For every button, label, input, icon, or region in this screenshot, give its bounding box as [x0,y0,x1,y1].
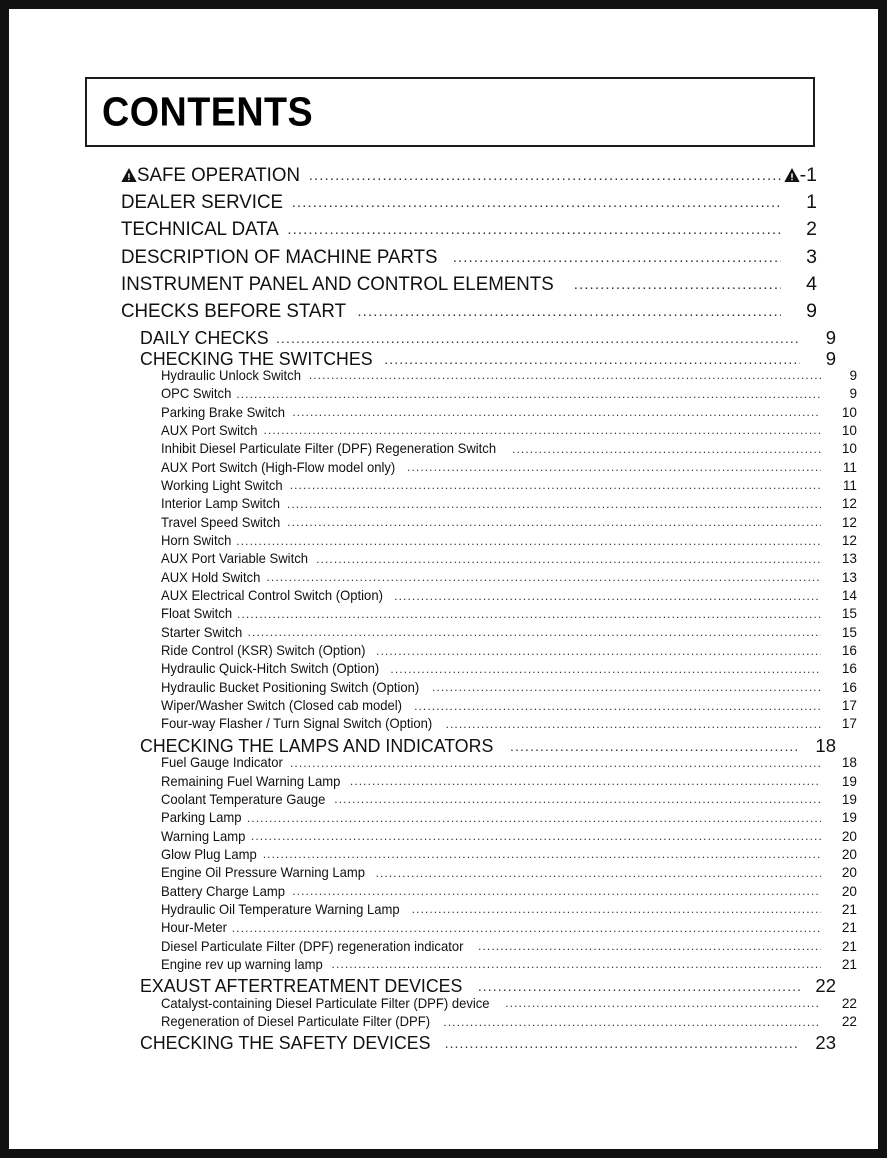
toc-entry-title: DESCRIPTION OF MACHINE PARTS [121,245,438,268]
toc-entry-title: Diesel Particulate Filter (DPF) regeneration indicator [161,938,464,954]
toc-entry-label [161,386,234,401]
toc-entry[interactable] [85,884,857,902]
toc-entry[interactable] [85,1014,857,1032]
toc-page-number: 11 [842,477,857,493]
toc-entry-label [161,680,430,695]
toc-dot-leader [292,194,781,211]
toc-page-number: 22 [841,995,857,1011]
toc-page-number: 12 [841,533,857,548]
toc-entry-title: CHECKING THE LAMPS AND INDICATORS [140,734,494,756]
toc-entry-title: Coolant Temperature Gauge [161,791,326,807]
toc-entry[interactable] [85,368,857,386]
toc-entry-label [121,218,285,241]
toc-entry-label [161,957,330,972]
toc-dot-leader [505,996,821,1010]
toc-entry[interactable] [85,829,857,847]
toc-dot-leader [510,738,800,754]
contents-title-box [85,77,815,147]
toc-entry-label [121,191,290,214]
toc-entry-label [161,368,307,383]
toc-entry-title: Remaining Fuel Warning Lamp [161,773,341,789]
toc-dot-leader [236,534,821,548]
toc-entry[interactable] [85,515,857,533]
toc-page-number: 20 [841,883,857,899]
toc-entry-label [161,829,249,844]
page-title-text: CONTENTS [102,88,314,135]
toc-entry-label [161,570,265,585]
toc-page-number: 2 [806,218,817,241]
toc-dot-leader [445,1035,800,1051]
toc-entry[interactable] [85,496,857,514]
toc-page-number: 19 [841,810,857,826]
toc-entry[interactable] [85,698,857,716]
toc-dot-leader [263,847,821,861]
toc-entry-label [161,606,235,621]
toc-dot-leader [287,221,781,238]
toc-entry-label [161,460,405,475]
toc-dot-leader [276,330,800,346]
toc-entry[interactable] [85,774,857,792]
toc-entry-label [161,478,288,493]
toc-dot-leader [309,167,781,184]
toc-entry-title: Horn Switch [161,533,232,548]
toc-entry-title: OPC Switch [161,386,232,402]
toc-dot-leader [350,774,821,788]
toc-entry-label [161,625,246,640]
toc-page-number: 12 [841,496,857,512]
toc-entry-title: TECHNICAL DATA [121,218,279,241]
toc-entry[interactable] [85,441,857,459]
toc-page-number: 22 [815,975,836,996]
toc-dot-leader [384,351,800,367]
toc-entry-title: SAFE OPERATION [136,164,300,186]
toc-dot-leader [357,303,781,320]
toc-page-number: 20 [841,846,857,862]
toc-entry[interactable] [85,625,857,643]
toc-page-number: 23 [815,1032,836,1053]
toc-page-number: 15 [841,624,857,640]
toc-entry[interactable] [85,300,817,327]
toc-entry[interactable] [85,920,857,938]
toc-dot-leader [290,478,821,492]
toc-entry[interactable] [85,755,857,773]
toc-entry-label [140,327,274,347]
table-of-contents [85,164,857,1053]
toc-entry-label [161,496,285,511]
toc-dot-leader [453,249,781,266]
toc-entry-title: Hydraulic Unlock Switch [161,367,301,383]
toc-entry[interactable] [85,273,817,300]
toc-entry-title: Starter Switch [161,624,243,640]
toc-page-number: 11 [842,459,857,475]
toc-entry-title: Hydraulic Bucket Positioning Switch (Option) [161,679,420,695]
toc-entry-label [161,774,348,789]
toc-page-number: 19 [841,791,857,807]
toc-entry-title: CHECKING THE SAFETY DEVICES [140,1032,431,1053]
toc-entry-label [161,515,285,530]
toc-entry[interactable] [85,191,817,218]
toc-dot-leader [332,957,821,971]
toc-entry[interactable] [85,218,817,245]
warning-triangle-icon [121,167,137,183]
toc-page-number: 18 [815,734,836,756]
toc-entry[interactable] [85,847,857,865]
toc-entry[interactable] [85,164,817,191]
toc-page-number: 21 [841,938,857,954]
toc-page-number: 3 [806,245,817,268]
toc-entry[interactable] [85,533,857,551]
toc-page-number: 20 [841,865,857,881]
toc-page-number: 10 [841,404,857,420]
page-title [102,88,332,135]
toc-dot-leader [263,423,821,437]
toc-page-number: 9 [825,327,836,348]
toc-entry[interactable] [85,735,836,755]
toc-entry-title: Parking Lamp [161,810,242,826]
toc-page-number: 9 [825,347,836,368]
toc-entry[interactable] [85,865,857,883]
toc-entry-title: CHECKING THE SWITCHES [140,347,373,368]
toc-dot-leader [376,644,821,658]
toc-dot-leader [432,680,821,694]
toc-dot-leader [414,699,821,713]
toc-page-number: 14 [841,588,857,604]
toc-entry[interactable] [85,716,857,734]
toc-dot-leader [247,811,821,825]
toc-dot-leader [390,662,821,676]
toc-entry-title: INSTRUMENT PANEL AND CONTROL ELEMENTS [121,272,554,295]
toc-dot-leader [237,607,821,621]
toc-entry-title: DAILY CHECKS [140,327,269,348]
toc-entry-label [161,588,392,603]
toc-entry[interactable] [85,939,857,957]
toc-entry-title: Float Switch [161,606,233,622]
toc-page-number: 18 [841,755,857,771]
toc-entry[interactable] [85,643,857,661]
toc-entry-label [161,716,444,731]
toc-entry[interactable] [85,423,857,441]
toc-entry[interactable] [85,902,857,920]
toc-entry-label [161,847,261,862]
toc-entry-title: AUX Electrical Control Switch (Option) [161,588,383,604]
toc-page-number: 9 [806,299,817,322]
toc-entry-title: Glow Plug Lamp [161,846,257,862]
toc-entry-title: CHECKS BEFORE START [121,299,347,322]
toc-dot-leader [267,570,822,584]
toc-entry[interactable] [85,327,836,347]
toc-entry-title: AUX Port Variable Switch [161,551,308,567]
toc-entry[interactable] [85,957,857,975]
toc-entry[interactable] [85,551,857,569]
toc-entry-title: Wiper/Washer Switch (Closed cab model) [161,698,403,714]
toc-page-number: 1 [806,191,817,214]
toc-entry[interactable] [85,348,836,368]
toc-entry-title: Hour-Meter [161,920,227,936]
toc-page-number: 10 [841,441,857,457]
toc-dot-leader [478,939,821,953]
toc-entry-title: Engine rev up warning lamp [161,956,323,972]
warning-triangle-icon [784,167,800,183]
toc-page-number-text: -1 [799,164,817,186]
toc-entry-label [161,551,314,566]
toc-dot-leader [248,625,821,639]
toc-entry-title: Four-way Flasher / Turn Signal Switch (Option) [161,716,433,732]
toc-dot-leader [309,368,821,382]
toc-entry-title: Hydraulic Quick-Hitch Switch (Option) [161,661,380,677]
toc-entry[interactable] [85,570,857,588]
toc-page-number: 15 [841,606,857,622]
toc-entry-label [161,792,332,807]
toc-dot-leader [334,792,821,806]
toc-entry-label [121,300,355,323]
toc-entry-label [161,939,476,954]
toc-page-number: 22 [841,1014,857,1030]
toc-page-number: 17 [841,716,857,732]
toc-dot-leader [512,442,821,456]
toc-entry-title: AUX Port Switch [161,422,258,438]
toc-entry-label [161,902,410,917]
toc-entry-label [161,533,234,548]
toc-entry-label [161,661,388,676]
toc-entry[interactable] [85,460,857,478]
toc-entry-title: Travel Speed Switch [161,514,281,530]
toc-entry[interactable] [85,606,857,624]
toc-page-number: 13 [841,551,857,567]
toc-entry-title: DEALER SERVICE [121,191,283,214]
toc-entry-title: Parking Brake Switch [161,404,286,420]
toc-page-number: 13 [841,569,857,585]
toc-dot-leader [287,515,821,529]
toc-entry-label [161,996,503,1011]
toc-dot-leader [478,978,800,994]
toc-entry[interactable] [85,386,857,404]
toc-entry-title: Fuel Gauge Indicator [161,755,283,771]
toc-page-number: 16 [841,679,857,695]
toc-page-number: 17 [841,698,857,714]
toc-dot-leader [232,921,821,935]
toc-entry-title: AUX Hold Switch [161,569,261,585]
toc-page-number: 12 [841,514,857,530]
toc-page-number: 21 [841,901,857,917]
toc-entry-title: Battery Charge Lamp [161,883,286,899]
toc-dot-leader [236,387,821,401]
toc-dot-leader [407,460,821,474]
toc-entry-title: AUX Port Switch (High-Flow model only) [161,459,396,475]
toc-page-number: 16 [841,661,857,677]
toc-entry[interactable] [85,478,857,496]
toc-entry-label [121,273,572,296]
toc-entry-label [161,920,230,935]
toc-page-number: 10 [841,422,857,438]
toc-entry[interactable] [85,975,836,995]
toc-entry[interactable] [85,996,857,1014]
toc-entry[interactable] [85,661,857,679]
toc-entry-label [161,755,288,770]
toc-page-number: 20 [841,828,857,844]
toc-page-number: 9 [849,386,857,402]
toc-dot-leader [394,589,821,603]
toc-entry-title: Catalyst-containing Diesel Particulate Filter (DPF) device [161,995,490,1011]
toc-entry-title: Interior Lamp Switch [161,496,280,512]
toc-entry-label [161,884,290,899]
toc-entry-label [161,865,374,880]
toc-entry[interactable] [85,792,857,810]
toc-dot-leader [443,1015,821,1029]
toc-page-number: 4 [806,272,817,295]
toc-entry[interactable] [85,405,857,423]
toc-dot-leader [290,756,821,770]
toc-entry-title: Hydraulic Oil Temperature Warning Lamp [161,901,400,917]
toc-entry-label [121,246,451,269]
toc-page-number: 9 [849,367,857,383]
toc-entry-title: Regeneration of Diesel Particulate Filter (DPF) [161,1014,431,1030]
toc-entry[interactable] [85,588,857,606]
toc-entry-label [161,698,412,713]
toc-entry-label [140,348,382,368]
toc-entry-title: EXAUST AFTERTREATMENT DEVICES [140,975,463,996]
toc-entry[interactable] [85,246,817,273]
toc-entry-label [161,423,261,438]
toc-entry[interactable] [85,1032,836,1052]
toc-page-number: 21 [841,956,857,972]
page-sheet [9,9,878,1149]
toc-entry-label [161,441,510,456]
toc-entry-label [140,735,508,755]
toc-entry-title: Inhibit Diesel Particulate Filter (DPF) Regeneration Switch [161,441,497,457]
toc-dot-leader [412,902,821,916]
toc-dot-leader [376,866,821,880]
toc-page-number [783,164,817,187]
toc-dot-leader [287,497,821,511]
toc-entry-title: Engine Oil Pressure Warning Lamp [161,865,366,881]
toc-page-number: 19 [841,773,857,789]
toc-entry[interactable] [85,810,857,828]
toc-entry[interactable] [85,680,857,698]
toc-dot-leader [316,552,821,566]
toc-entry-label [140,1032,443,1052]
toc-dot-leader [446,717,821,731]
toc-page-number: 16 [841,643,857,659]
toc-dot-leader [574,276,781,293]
toc-entry-title: Warning Lamp [161,828,246,844]
toc-entry-title: Working Light Switch [161,477,283,493]
toc-dot-leader [292,405,821,419]
toc-entry-label [121,164,307,187]
toc-entry-label [161,643,374,658]
toc-page-number: 21 [841,920,857,936]
toc-entry-label [161,810,245,825]
toc-dot-leader [251,829,821,843]
toc-entry-title: Ride Control (KSR) Switch (Option) [161,643,366,659]
toc-entry-label [140,975,476,995]
toc-entry-label [161,1014,441,1029]
toc-entry-label [161,405,290,420]
toc-dot-leader [292,884,821,898]
